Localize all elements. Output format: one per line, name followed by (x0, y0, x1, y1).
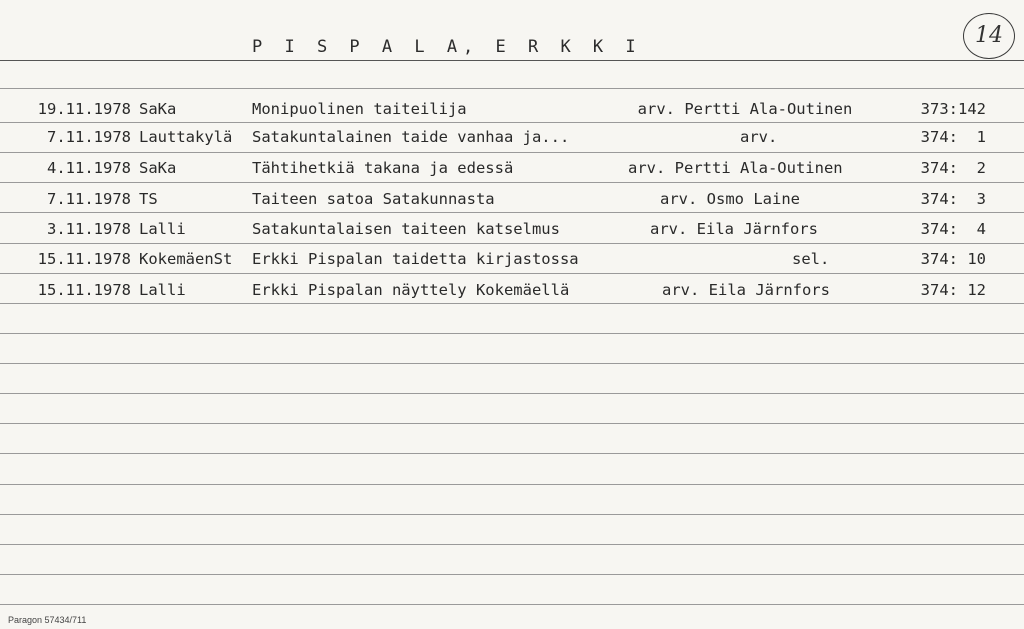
entry-ref: 374: 4 (920, 220, 986, 238)
entry-reviewer: sel. (792, 250, 830, 268)
entry-paper: Lalli (139, 220, 186, 238)
entry-ref: 374: 3 (920, 190, 986, 208)
ruled-line (0, 423, 1024, 424)
list-item (0, 100, 1024, 124)
entry-title: Tähtihetkiä takana ja edessä (252, 159, 514, 177)
entry-date: 4.11.1978 (47, 159, 131, 177)
list-item (0, 190, 1024, 214)
ruled-line (0, 604, 1024, 605)
entry-reviewer: arv. Pertti Ala-Outinen (637, 100, 853, 118)
list-item (0, 250, 1024, 274)
entry-paper: KokemäenSt (139, 250, 233, 268)
ruled-line (0, 393, 1024, 394)
ruled-line (0, 514, 1024, 515)
entry-date: 7.11.1978 (47, 128, 131, 146)
ruled-line (0, 333, 1024, 334)
ruled-line (0, 544, 1024, 545)
ruled-line (0, 453, 1024, 454)
entry-reviewer: arv. Osmo Laine (660, 190, 800, 208)
entry-ref: 374: 1 (920, 128, 986, 146)
entry-title: Satakuntalaisen taiteen katselmus (252, 220, 560, 238)
entry-paper: SaKa (139, 100, 177, 118)
entry-reviewer: arv. Pertti Ala-Outinen (628, 159, 843, 177)
entry-paper: SaKa (139, 159, 177, 177)
ruled-line (0, 484, 1024, 485)
ruled-line (0, 363, 1024, 364)
entry-date: 15.11.1978 (37, 250, 131, 268)
entry-paper: TS (139, 190, 158, 208)
list-item (0, 128, 1024, 152)
entry-title: Satakuntalainen taide vanhaa ja... (252, 128, 570, 146)
header-rule-bottom (0, 88, 1024, 89)
entry-paper: Lauttakylä (139, 128, 233, 146)
entry-title: Erkki Pispalan taidetta kirjastossa (252, 250, 579, 268)
card-title: P I S P A L A, E R K K I (252, 37, 642, 57)
entry-reviewer: arv. Eila Järnfors (662, 281, 830, 299)
page-number-circle: 14 (963, 13, 1015, 59)
ruled-line (0, 152, 1024, 153)
list-item (0, 220, 1024, 244)
entry-title: Taiteen satoa Satakunnasta (252, 190, 495, 208)
entry-reviewer: arv. Eila Järnfors (650, 220, 818, 238)
entry-date: 3.11.1978 (47, 220, 131, 238)
entry-date: 7.11.1978 (47, 190, 131, 208)
entry-reviewer: arv. (740, 128, 778, 146)
entry-ref: 374: 12 (920, 281, 986, 299)
entry-ref: 374: 2 (920, 159, 986, 177)
entry-title: Erkki Pispalan näyttely Kokemäellä (252, 281, 570, 299)
entry-title: Monipuolinen taiteilija (252, 100, 467, 118)
entry-date: 19.11.1978 (37, 100, 131, 118)
printer-mark: Paragon 57434/711 (8, 615, 87, 625)
header-rule-top (0, 60, 1024, 61)
list-item (0, 159, 1024, 183)
list-item (0, 281, 1024, 305)
entry-ref: 373:142 (920, 100, 986, 118)
entry-date: 15.11.1978 (37, 281, 131, 299)
ruled-line (0, 574, 1024, 575)
entry-paper: Lalli (139, 281, 186, 299)
entry-ref: 374: 10 (920, 250, 986, 268)
